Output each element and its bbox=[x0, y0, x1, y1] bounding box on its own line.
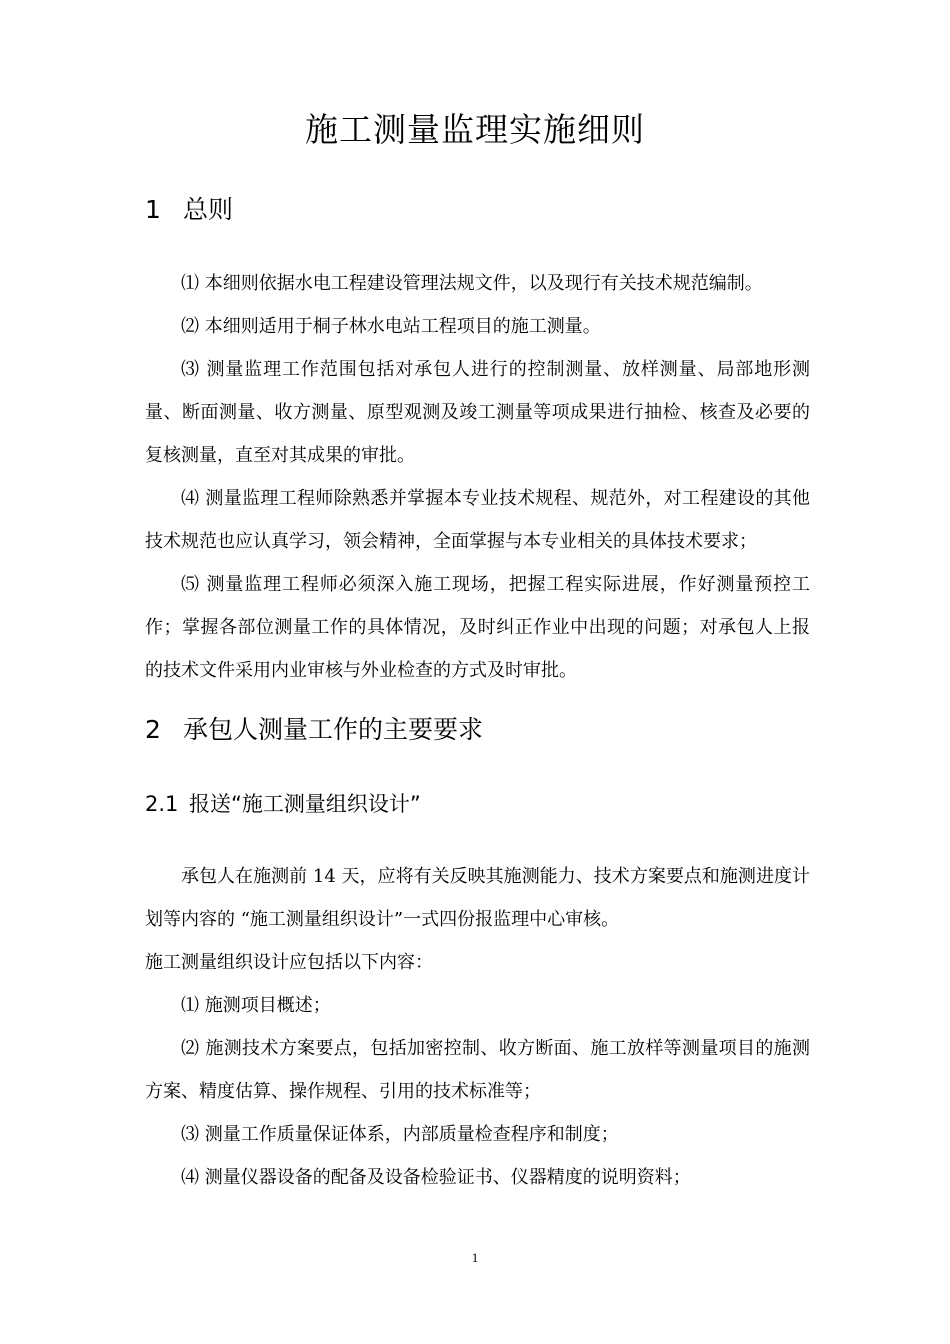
section-number: 1 bbox=[145, 195, 161, 224]
section-heading-2 bbox=[145, 710, 483, 746]
subsection-title: 报送“施工测量组织设计” bbox=[189, 792, 421, 816]
section-heading-1 bbox=[145, 190, 233, 226]
document-title: 施工测量监理实施细则 bbox=[305, 110, 645, 149]
page-number: 1 bbox=[471, 1250, 479, 1265]
list-item: ⑴ 施测项目概述； bbox=[181, 995, 331, 1016]
paragraph: ⑷ 测量监理工程师除熟悉并掌握本专业技术规程、规范外，对工程建设的其他技术规范也应认真学习，领会精神，全面掌握与本专业相关的具体技术要求； bbox=[145, 488, 810, 552]
paragraph: 施工测量组织设计应包括以下内容： bbox=[145, 952, 433, 973]
subsection-heading-2-1 bbox=[145, 788, 421, 818]
section-title: 总则 bbox=[183, 195, 234, 224]
subsection-number: 2.1 bbox=[145, 792, 179, 816]
section-title: 承包人测量工作的主要要求 bbox=[183, 715, 484, 744]
section-number: 2 bbox=[145, 715, 161, 744]
paragraph: ⑶ 测量监理工作范围包括对承包人进行的控制测量、放样测量、局部地形测量、断面测量、收方测量、原型观测及竣工测量等项成果进行抽检、核查及必要的复核测量，直至对其成果的审批。 bbox=[145, 359, 810, 466]
paragraph: ⑵ 本细则适用于桐子林水电站工程项目的施工测量。 bbox=[181, 316, 601, 337]
paragraph: 承包人在施测前 14 天，应将有关反映其施测能力、技术方案要点和施测进度计划等内容的 “施工测量组织设计”一式四份报监理中心审核。 bbox=[145, 866, 810, 930]
list-item: ⑷ 测量仪器设备的配备及设备检验证书、仪器精度的说明资料； bbox=[181, 1167, 691, 1188]
list-item: ⑵ 施测技术方案要点，包括加密控制、收方断面、施工放样等测量项目的施测方案、精度估算、操作规程、引用的技术标准等； bbox=[145, 1038, 810, 1102]
list-item: ⑶ 测量工作质量保证体系，内部质量检查程序和制度； bbox=[181, 1124, 619, 1145]
paragraph: ⑸ 测量监理工程师必须深入施工现场，把握工程实际进展，作好测量预控工作；掌握各部位测量工作的具体情况，及时纠正作业中出现的问题；对承包人上报的技术文件采用内业审核与外业检查的方式及时审批。 bbox=[145, 574, 810, 681]
paragraph: ⑴ 本细则依据水电工程建设管理法规文件，以及现行有关技术规范编制。 bbox=[181, 273, 763, 294]
